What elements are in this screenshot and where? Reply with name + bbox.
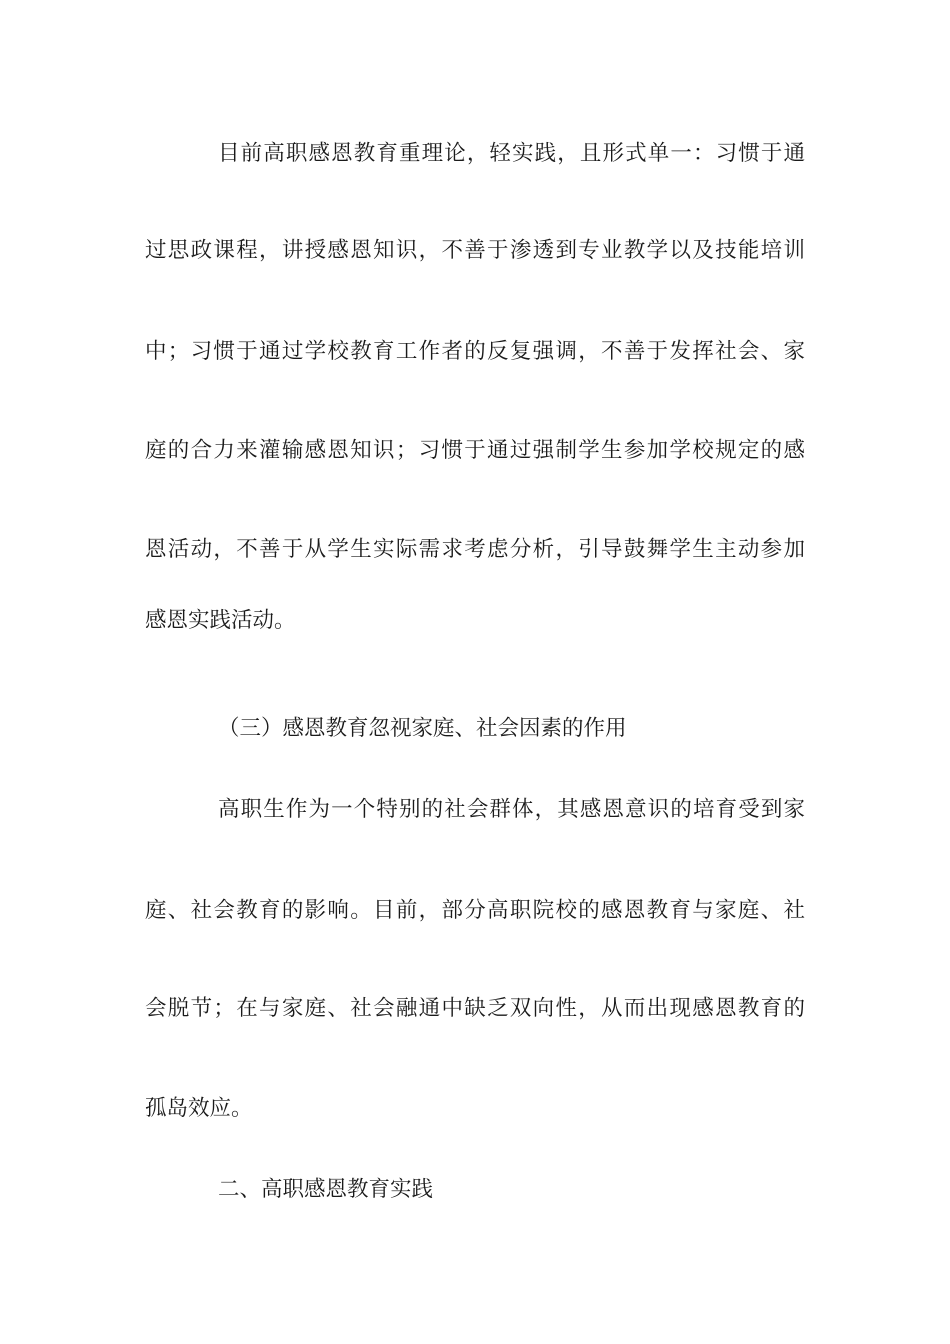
paragraph-1-line-6: 感恩实践活动。: [145, 608, 296, 633]
section-heading-three: （三）感恩教育忽视家庭、社会因素的作用: [218, 716, 627, 741]
paragraph-1-line-5: 恩活动，不善于从学生实际需求考虑分析，引导鼓舞学生主动参加: [145, 537, 805, 562]
paragraph-2-line-3: 会脱节；在与家庭、社会融通中缺乏双向性，从而出现感恩教育的: [145, 996, 805, 1021]
paragraph-2-line-2: 庭、社会教育的影响。目前，部分高职院校的感恩教育与家庭、社: [145, 898, 805, 923]
paragraph-1-line-2: 过思政课程，讲授感恩知识，不善于渗透到专业教学以及技能培训: [145, 238, 805, 263]
paragraph-2-line-4: 孤岛效应。: [145, 1096, 253, 1121]
paragraph-1-line-3: 中；习惯于通过学校教育工作者的反复强调，不善于发挥社会、家: [145, 339, 805, 364]
paragraph-1-line-4: 庭的合力来灌输感恩知识；习惯于通过强制学生参加学校规定的感: [145, 438, 805, 463]
paragraph-1-line-1: 目前高职感恩教育重理论，轻实践，且形式单一：习惯于通: [218, 141, 805, 166]
section-heading-two: 二、高职感恩教育实践: [218, 1177, 434, 1202]
paragraph-2-line-1: 高职生作为一个特别的社会群体，其感恩意识的培育受到家: [218, 797, 805, 822]
